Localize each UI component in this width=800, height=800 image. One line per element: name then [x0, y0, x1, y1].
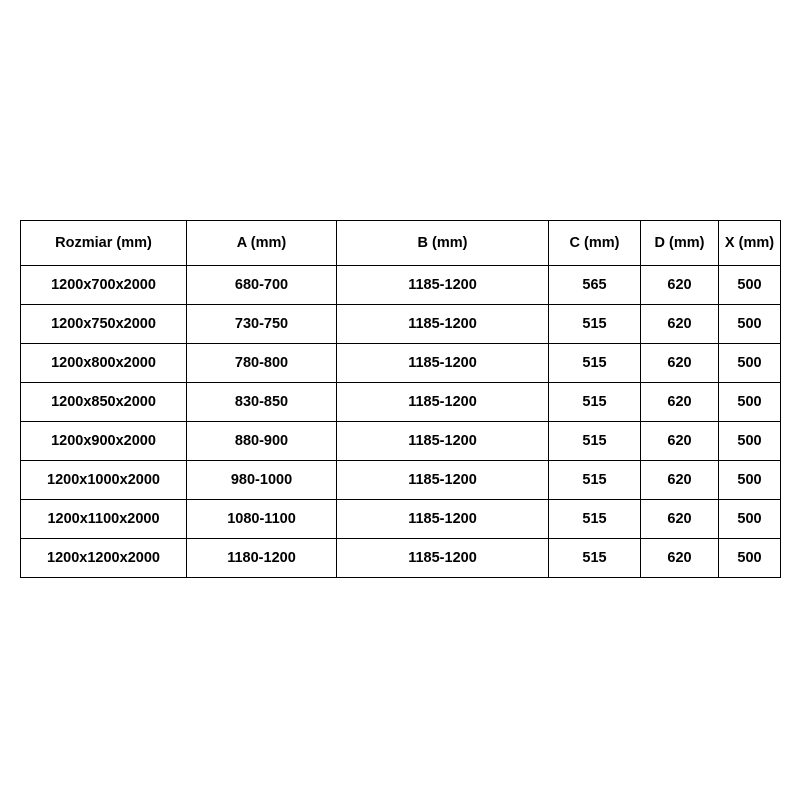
- cell-d: 620: [641, 344, 719, 383]
- column-header-d: D (mm): [641, 221, 719, 266]
- cell-x: 500: [719, 539, 781, 578]
- size-table: [20, 220, 781, 578]
- cell-d: 620: [641, 383, 719, 422]
- cell-b: 1185-1200: [337, 500, 549, 539]
- cell-b: 1185-1200: [337, 461, 549, 500]
- cell-d: 620: [641, 305, 719, 344]
- cell-d: 620: [641, 500, 719, 539]
- column-header-x: X (mm): [719, 221, 781, 266]
- cell-a: 1180-1200: [187, 539, 337, 578]
- cell-c: 515: [549, 500, 641, 539]
- cell-a: 1080-1100: [187, 500, 337, 539]
- table-row: [21, 305, 781, 344]
- table-body: [21, 266, 781, 578]
- cell-d: 620: [641, 266, 719, 305]
- table-row: [21, 500, 781, 539]
- cell-b: 1185-1200: [337, 383, 549, 422]
- cell-b: 1185-1200: [337, 422, 549, 461]
- table-row: [21, 383, 781, 422]
- cell-c: 515: [549, 344, 641, 383]
- cell-rozmiar: 1200x800x2000: [21, 344, 187, 383]
- cell-b: 1185-1200: [337, 266, 549, 305]
- cell-a: 680-700: [187, 266, 337, 305]
- cell-x: 500: [719, 461, 781, 500]
- table-row: [21, 422, 781, 461]
- column-header-rozmiar: Rozmiar (mm): [21, 221, 187, 266]
- table-header: [21, 221, 781, 266]
- cell-x: 500: [719, 344, 781, 383]
- cell-rozmiar: 1200x1200x2000: [21, 539, 187, 578]
- column-header-b: B (mm): [337, 221, 549, 266]
- cell-b: 1185-1200: [337, 305, 549, 344]
- column-header-c: C (mm): [549, 221, 641, 266]
- table-row: [21, 344, 781, 383]
- cell-a: 980-1000: [187, 461, 337, 500]
- cell-rozmiar: 1200x850x2000: [21, 383, 187, 422]
- cell-d: 620: [641, 422, 719, 461]
- cell-c: 565: [549, 266, 641, 305]
- cell-a: 830-850: [187, 383, 337, 422]
- cell-x: 500: [719, 383, 781, 422]
- cell-c: 515: [549, 461, 641, 500]
- cell-b: 1185-1200: [337, 344, 549, 383]
- cell-x: 500: [719, 266, 781, 305]
- cell-c: 515: [549, 383, 641, 422]
- cell-x: 500: [719, 422, 781, 461]
- cell-c: 515: [549, 422, 641, 461]
- table-row: [21, 539, 781, 578]
- cell-rozmiar: 1200x900x2000: [21, 422, 187, 461]
- size-table-container: [20, 220, 780, 578]
- cell-d: 620: [641, 461, 719, 500]
- cell-rozmiar: 1200x1100x2000: [21, 500, 187, 539]
- cell-x: 500: [719, 305, 781, 344]
- cell-rozmiar: 1200x700x2000: [21, 266, 187, 305]
- cell-a: 880-900: [187, 422, 337, 461]
- cell-d: 620: [641, 539, 719, 578]
- cell-rozmiar: 1200x1000x2000: [21, 461, 187, 500]
- column-header-a: A (mm): [187, 221, 337, 266]
- table-row: [21, 461, 781, 500]
- cell-x: 500: [719, 500, 781, 539]
- cell-a: 730-750: [187, 305, 337, 344]
- cell-c: 515: [549, 539, 641, 578]
- cell-b: 1185-1200: [337, 539, 549, 578]
- table-header-row: [21, 221, 781, 266]
- cell-a: 780-800: [187, 344, 337, 383]
- cell-c: 515: [549, 305, 641, 344]
- table-row: [21, 266, 781, 305]
- cell-rozmiar: 1200x750x2000: [21, 305, 187, 344]
